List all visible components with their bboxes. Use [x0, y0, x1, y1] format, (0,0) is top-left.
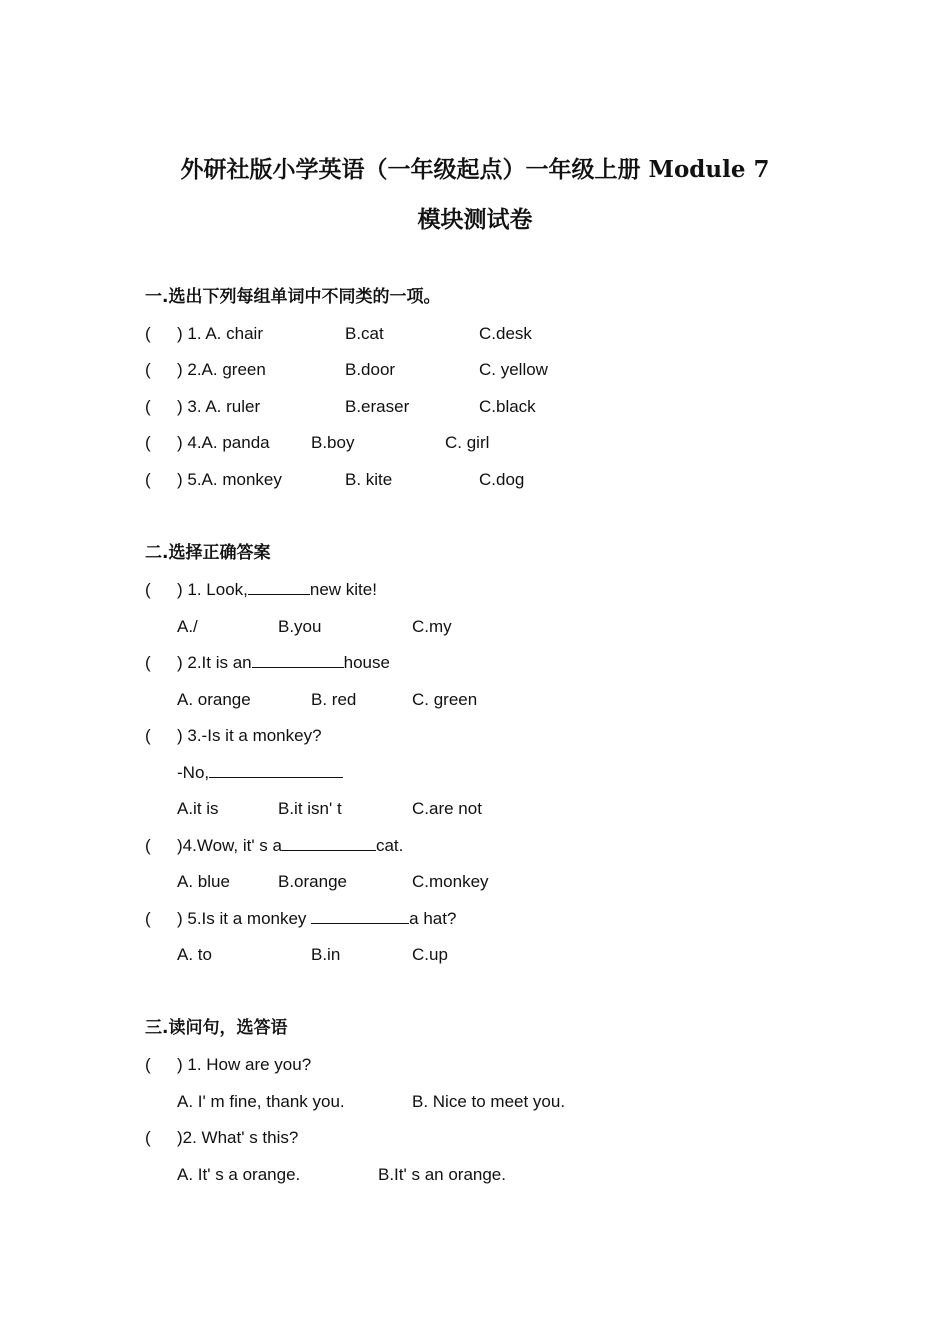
option-c: C.black	[479, 397, 536, 416]
option-a: A./	[177, 617, 198, 636]
answer-paren: (	[145, 1055, 151, 1074]
answer-paren: (	[145, 1128, 151, 1147]
option-b: B.eraser	[345, 397, 410, 416]
fill-blank	[209, 762, 343, 778]
question-text: ) 4.A. panda	[177, 433, 270, 452]
question-suffix: house	[343, 653, 390, 672]
answer-paren: (	[145, 360, 151, 379]
question-suffix: cat.	[375, 836, 404, 855]
option-b: B.cat	[345, 324, 384, 343]
question-line	[177, 579, 377, 601]
question-suffix: a hat?	[409, 909, 457, 928]
option-a: A.it is	[177, 799, 219, 818]
fill-blank	[248, 579, 310, 595]
answer-paren: (	[145, 836, 151, 855]
answer-paren: (	[145, 470, 151, 489]
fill-blank	[311, 908, 409, 924]
answer-paren: (	[145, 726, 151, 745]
question-line	[177, 908, 456, 930]
answer-paren: (	[145, 909, 151, 928]
option-c: C. green	[412, 690, 478, 709]
question-text: ) 3.-Is it a monkey?	[177, 726, 322, 745]
answer-paren: (	[145, 324, 151, 343]
section-1-heading: 一.选出下列每组单词中不同类的一项。	[145, 287, 441, 307]
page-title: 外研社版小学英语（一年级起点）一年级上册 Module 7	[180, 156, 770, 183]
option-b: B. red	[311, 690, 357, 709]
option-b: B. Nice to meet you.	[412, 1092, 566, 1111]
question-suffix: new kite!	[309, 580, 377, 599]
option-a: A. to	[177, 945, 212, 964]
option-b: B.boy	[311, 433, 355, 452]
question-prefix: ) 1. Look,	[177, 580, 248, 599]
question-prefix: )4.Wow, it' s a	[177, 836, 282, 855]
option-c: C.up	[412, 945, 448, 964]
option-c: C. girl	[445, 433, 490, 452]
option-a: A. I' m fine, thank you.	[177, 1092, 345, 1111]
question-text: ) 5.A. monkey	[177, 470, 282, 489]
question-text: ) 1. A. chair	[177, 324, 263, 343]
option-b: B.it isn' t	[278, 799, 342, 818]
option-c: C.monkey	[412, 872, 489, 891]
question-prefix: ) 2.It is an	[177, 653, 252, 672]
section-3-heading: 三.读问句，选答语	[145, 1018, 288, 1038]
answer-paren: (	[145, 580, 151, 599]
question-line	[177, 835, 403, 857]
option-b: B.you	[278, 617, 322, 636]
option-c: C.are not	[412, 799, 482, 818]
option-b: B. kite	[345, 470, 393, 489]
option-b: B.door	[345, 360, 396, 379]
option-a: A. blue	[177, 872, 230, 891]
question-text: ) 2.A. green	[177, 360, 266, 379]
question-text: ) 1. How are you?	[177, 1055, 312, 1074]
fill-blank	[282, 835, 376, 851]
option-a: A. orange	[177, 690, 251, 709]
response-line	[177, 762, 343, 784]
option-a: A. It' s a orange.	[177, 1165, 301, 1184]
option-c: C. yellow	[479, 360, 548, 379]
fill-blank	[252, 652, 344, 668]
option-c: C.desk	[479, 324, 532, 343]
question-text: )2. What' s this?	[177, 1128, 299, 1147]
question-text: ) 3. A. ruler	[177, 397, 261, 416]
answer-paren: (	[145, 433, 151, 452]
answer-paren: (	[145, 653, 151, 672]
option-b: B.It' s an orange.	[378, 1165, 506, 1184]
answer-paren: (	[145, 397, 151, 416]
option-b: B.orange	[278, 872, 347, 891]
section-2-heading: 二.选择正确答案	[145, 543, 271, 563]
option-c: C.dog	[479, 470, 525, 489]
question-line	[177, 652, 390, 674]
option-c: C.my	[412, 617, 452, 636]
page-subtitle: 模块测试卷	[417, 206, 533, 233]
option-b: B.in	[311, 945, 341, 964]
response-prefix: -No,	[177, 763, 210, 782]
question-prefix: ) 5.Is it a monkey	[177, 909, 312, 928]
